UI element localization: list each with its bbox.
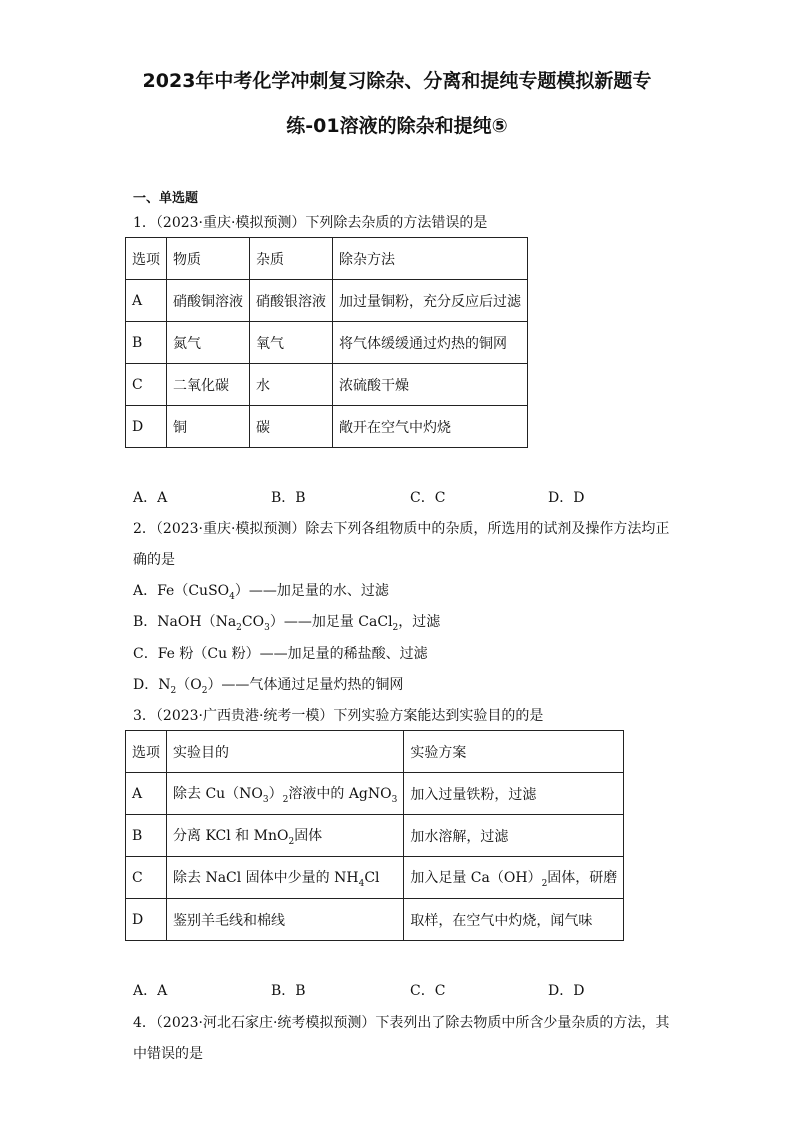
q2-option-d[interactable] xyxy=(133,674,403,696)
q1-table xyxy=(125,237,528,448)
q4-stem-line2: 中错误的是 xyxy=(133,1046,203,1062)
q2-option-a[interactable] xyxy=(133,580,389,602)
q3-c-goal: 除去 NaCl 固体中少量的 NH xyxy=(173,869,359,886)
q3-cell: 实验方案 xyxy=(404,731,624,773)
q4-stem-line1: 4．（2023·河北石家庄·统考模拟预测）下表列出了除去物质中所含少量杂质的方法，其 xyxy=(133,1015,670,1031)
q3-cell: A xyxy=(126,773,167,815)
q1-cell: 浓硫酸干燥 xyxy=(333,364,528,406)
q2-a-text: A．Fe（CuSO xyxy=(133,583,230,599)
subscript: 2 xyxy=(201,685,208,696)
q3-cell: C xyxy=(126,857,167,899)
section-heading: 一、单选题 xyxy=(133,191,199,206)
q3-b-goal: 分离 KCl 和 MnO xyxy=(173,827,289,844)
q2-b-text-mid: CO xyxy=(241,614,265,630)
table-row xyxy=(126,731,624,773)
q3-cell xyxy=(167,773,404,815)
q2-option-c[interactable]: C．Fe 粉（Cu 粉）——加足量的稀盐酸、过滤 xyxy=(133,646,428,662)
q1-option-c[interactable]: C．C xyxy=(410,490,446,506)
q1-option-b[interactable]: B．B xyxy=(271,490,306,506)
q3-a-goal: 除去 Cu（NO xyxy=(173,785,263,802)
q2-b-text-mid2: ）——加足量 CaCl xyxy=(269,614,393,630)
q3-cell: 实验目的 xyxy=(167,731,404,773)
q1-cell: 敞开在空气中灼烧 xyxy=(333,406,528,448)
subscript: 3 xyxy=(391,794,398,805)
q3-cell: 选项 xyxy=(126,731,167,773)
q2-d-text-mid: （O xyxy=(176,677,202,693)
subscript: 2 xyxy=(170,685,177,696)
q1-cell: A xyxy=(126,280,167,322)
q1-cell: 二氧化碳 xyxy=(167,364,250,406)
q3-cell xyxy=(167,815,404,857)
q3-c-plan-end: 固体，研磨 xyxy=(547,869,618,886)
table-row xyxy=(126,364,528,406)
q2-b-text: B．NaOH（Na xyxy=(133,614,237,630)
q1-cell: C xyxy=(126,364,167,406)
q1-cell: 将气体缓缓通过灼热的铜网 xyxy=(333,322,528,364)
q1-stem: 1．（2023·重庆·模拟预测）下列除去杂质的方法错误的是 xyxy=(133,215,488,231)
q1-cell: 杂质 xyxy=(250,238,333,280)
q3-cell: 加入过量铁粉，过滤 xyxy=(404,773,624,815)
q2-stem-line2: 确的是 xyxy=(133,552,175,568)
subscript: 2 xyxy=(236,622,242,633)
subscript: 2 xyxy=(392,622,399,633)
table-row xyxy=(126,238,528,280)
q3-option-c[interactable]: C．C xyxy=(410,983,446,999)
q3-cell: 取样，在空气中灼烧，闻气味 xyxy=(404,899,624,941)
q1-cell: 除杂方法 xyxy=(333,238,528,280)
q2-d-text-end: ）——气体通过足量灼热的铜网 xyxy=(207,677,404,693)
q3-cell: 加水溶解，过滤 xyxy=(404,815,624,857)
q1-cell: 硝酸银溶液 xyxy=(250,280,333,322)
table-row xyxy=(126,406,528,448)
q3-option-d[interactable]: D．D xyxy=(548,983,585,999)
q2-d-text: D．N xyxy=(133,677,171,693)
q3-cell: D xyxy=(126,899,167,941)
q1-cell: 铜 xyxy=(167,406,250,448)
table-row xyxy=(126,899,624,941)
q2-b-text-end: ，过滤 xyxy=(398,614,441,630)
q2-a-text-end: ）——加足量的水、过滤 xyxy=(234,583,389,599)
q2-stem-line1: 2．（2023·重庆·模拟预测）除去下列各组物质中的杂质，所选用的试剂及操作方法均正 xyxy=(133,521,670,537)
table-row xyxy=(126,857,624,899)
q3-a-goal-mid: ） xyxy=(268,785,283,802)
q3-c-goal-end: Cl xyxy=(364,869,380,886)
q1-cell: 加过量铜粉，充分反应后过滤 xyxy=(333,280,528,322)
table-row xyxy=(126,773,624,815)
doc-title-line1: 2023年中考化学冲刺复习除杂、分离和提纯专题模拟新题专 xyxy=(142,70,652,92)
table-row xyxy=(126,280,528,322)
q3-option-b[interactable]: B．B xyxy=(271,983,306,999)
table-row xyxy=(126,322,528,364)
q3-table xyxy=(125,730,624,941)
doc-title-line2: 练-01溶液的除杂和提纯⑤ xyxy=(286,115,508,137)
q1-cell: 碳 xyxy=(250,406,333,448)
subscript: 2 xyxy=(541,878,548,889)
q1-option-d[interactable]: D．D xyxy=(548,490,585,506)
subscript: 2 xyxy=(288,836,295,847)
q1-cell: D xyxy=(126,406,167,448)
q3-a-goal-end: 溶液中的 AgNO xyxy=(288,785,392,802)
q3-cell xyxy=(167,857,404,899)
q3-cell: B xyxy=(126,815,167,857)
q3-cell: 鉴别羊毛线和棉线 xyxy=(167,899,404,941)
q1-cell: 氮气 xyxy=(167,322,250,364)
q1-cell: 选项 xyxy=(126,238,167,280)
q1-cell: B xyxy=(126,322,167,364)
q3-stem: 3．（2023·广西贵港·统考一模）下列实验方案能达到实验目的的是 xyxy=(133,708,544,724)
q2-option-b[interactable] xyxy=(133,611,440,633)
q3-cell xyxy=(404,857,624,899)
subscript: 3 xyxy=(262,794,269,805)
q3-b-goal-end: 固体 xyxy=(294,827,323,844)
q3-c-plan: 加入足量 Ca（OH） xyxy=(410,869,542,886)
q3-option-a[interactable]: A．A xyxy=(133,983,168,999)
subscript: 4 xyxy=(229,591,235,602)
q1-cell: 物质 xyxy=(167,238,250,280)
q1-cell: 水 xyxy=(250,364,333,406)
subscript: 2 xyxy=(282,794,289,805)
table-row xyxy=(126,815,624,857)
q1-cell: 硝酸铜溶液 xyxy=(167,280,250,322)
subscript: 3 xyxy=(264,622,270,633)
subscript: 4 xyxy=(358,878,365,889)
q1-option-a[interactable]: A．A xyxy=(133,490,168,506)
q1-cell: 氧气 xyxy=(250,322,333,364)
